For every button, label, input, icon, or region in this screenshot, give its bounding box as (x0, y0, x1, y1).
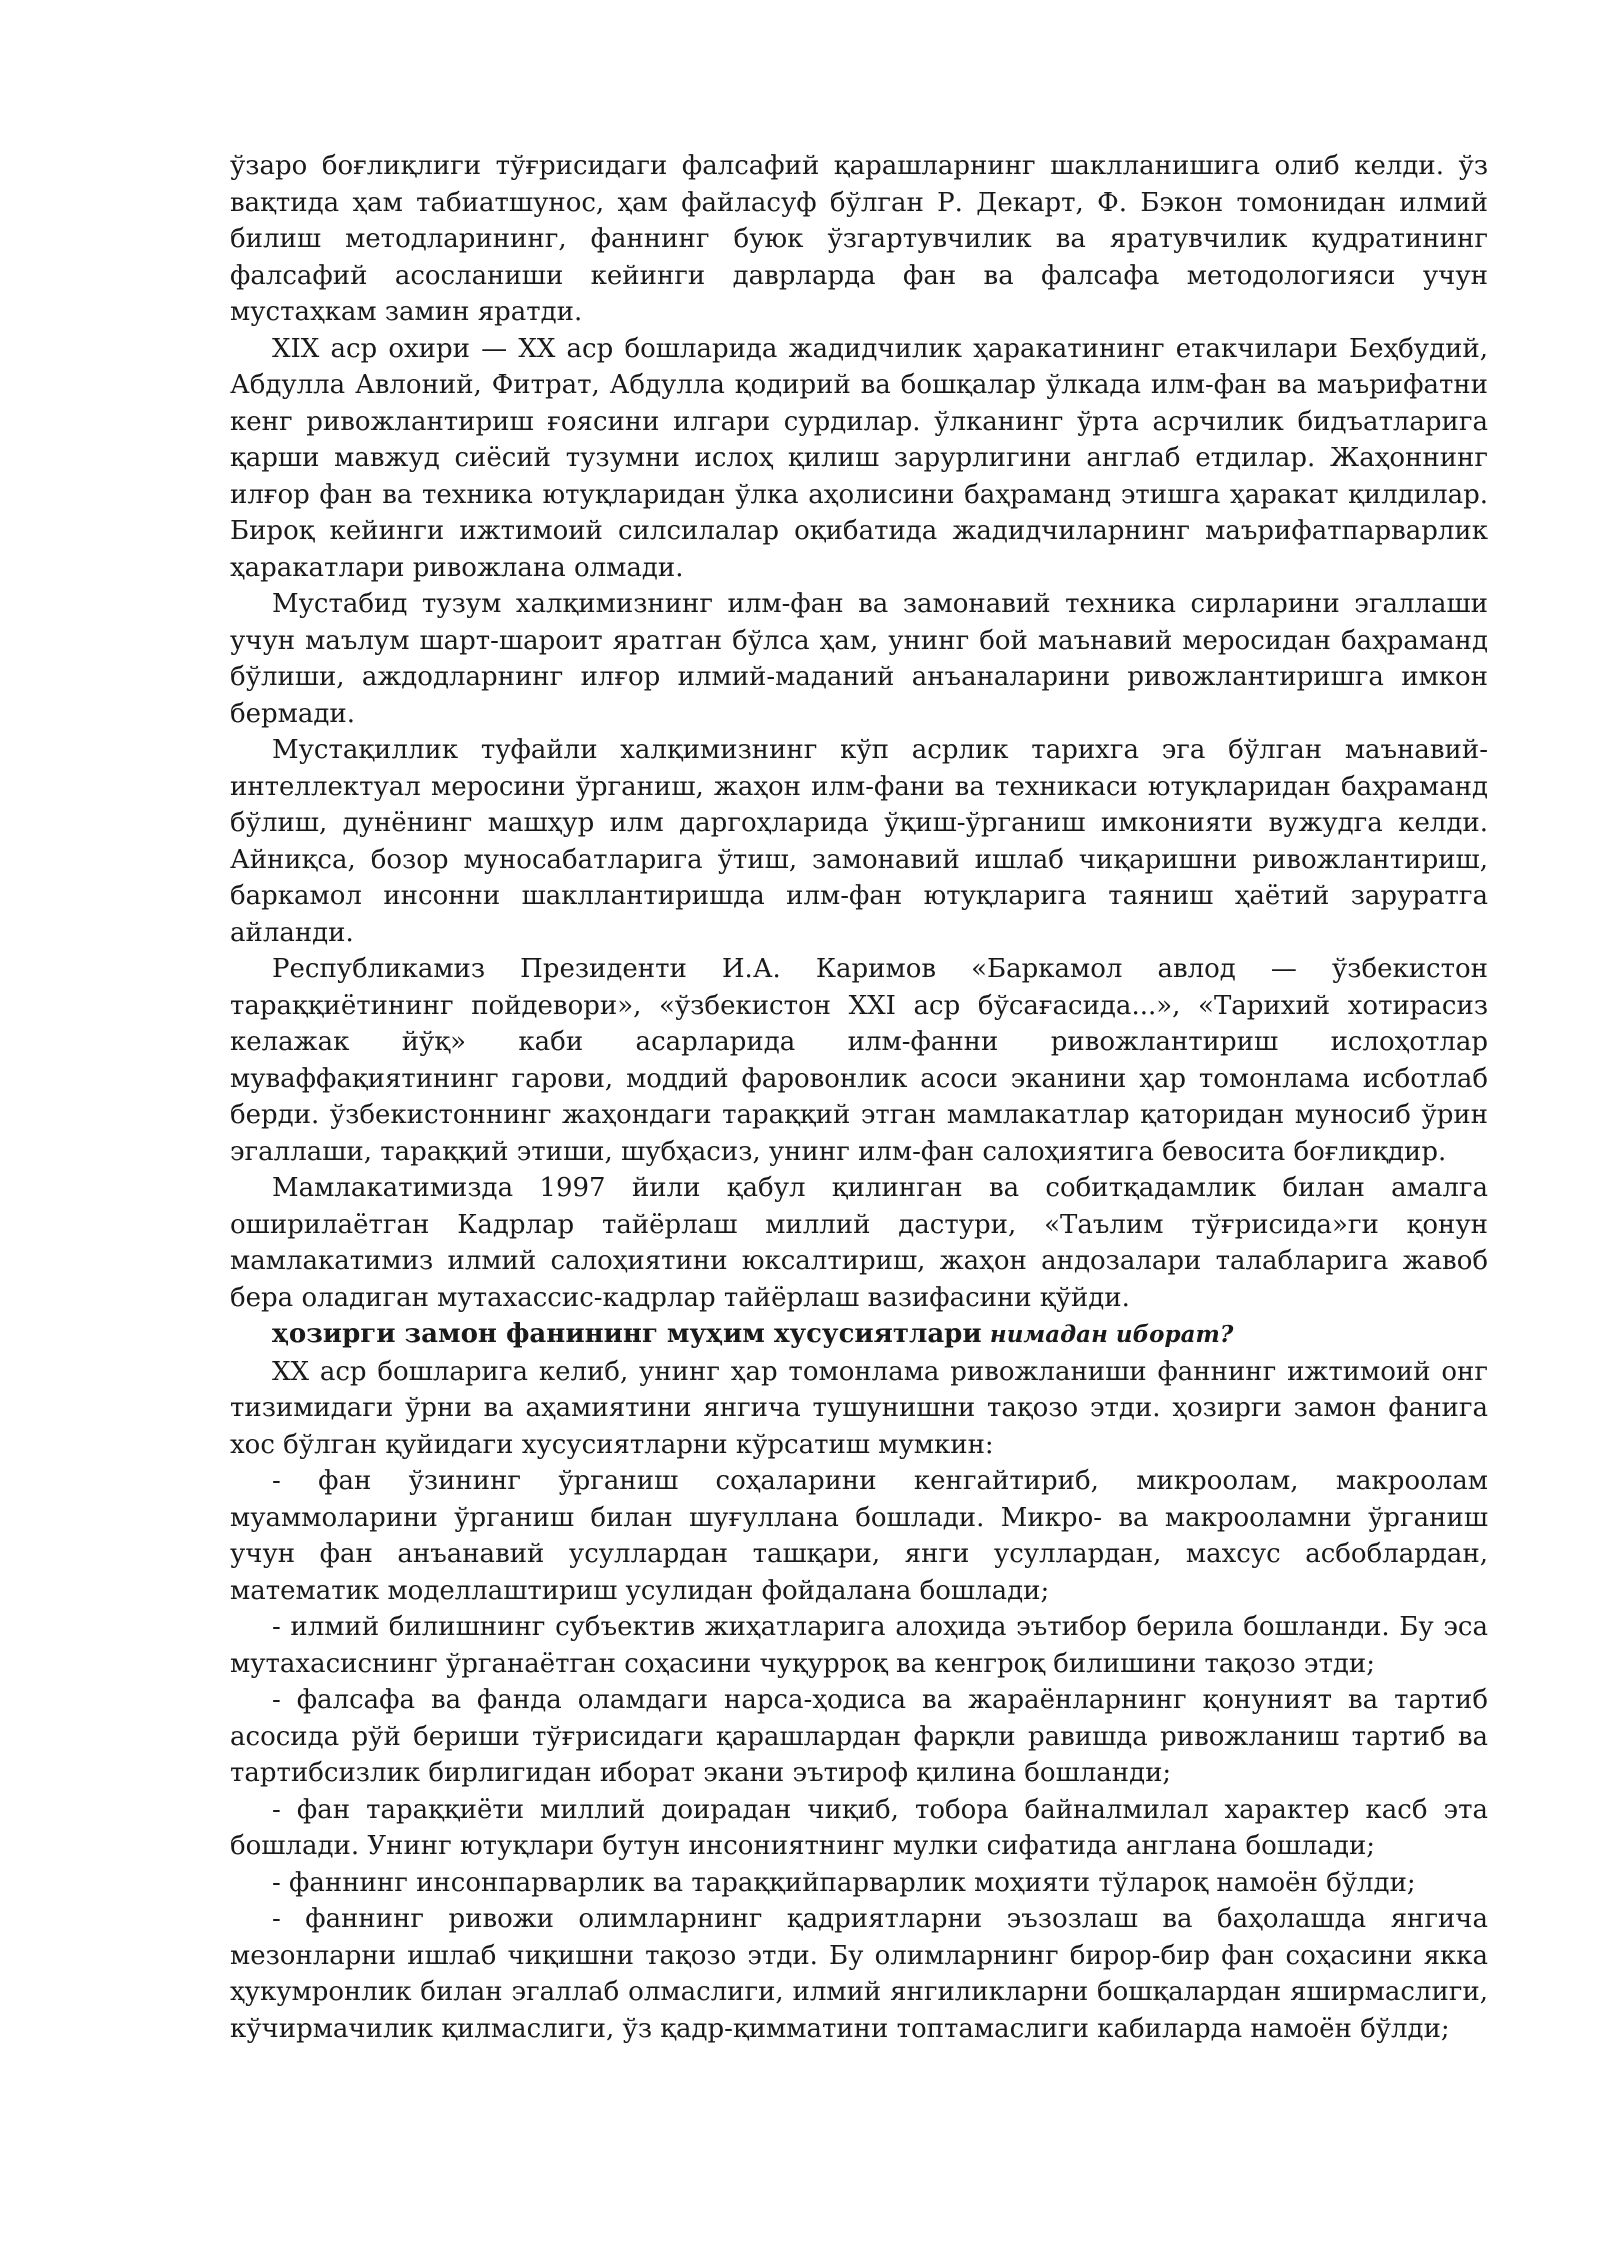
paragraph-authoritarian-regime: Мустабид тузум халқимизнинг илм-фан ва замонавий техника сирларини эгаллаши учун маълум шарт-шароит яратган бўлса ҳам, унинг бой маънавий меросидан баҳраманд бўлиши, аждодларнинг илғор илмий-маданий анъаналарини ривожлантиришга имкон бермади. (230, 589, 1488, 729)
heading-bold-part: ҳозирги замон фанининг муҳим хусусиятлари (272, 1319, 982, 1349)
list-item: - фалсафа ва фанда оламдаги нарса-ҳодиса ва жараёнларнинг қонуният ва тартиб асосида рўй бериши тўғрисидаги қарашлардан фарқли равишда ривожланиш тартиб ва тартибсизлик бирлигидан иборат экани эътироф қилина бошланди; (230, 1685, 1488, 1788)
list-item: - фаннинг инсонпарварлик ва тараққийпарварлик моҳияти тўлароқ намоён бўлди; (272, 1867, 1416, 1898)
document-body (230, 148, 1488, 2047)
paragraph-president-works: Республикамиз Президенти И.А. Каримов «Баркамол авлод — ўзбекистон тараққиётининг пойдевори», «ўзбекистон XXI аср бўсағасида...», «Тарихий хотирасиз келажак йўқ» каби асарларида илм-фанни ривожлантириш ислоҳотлар муваффақиятининг гарови, моддий фаровонлик асоси эканини ҳар томонлама исботлаб берди. ўзбекистоннинг жаҳондаги тараққий этган мамлакатлар қаторидан муносиб ўрин эгаллаши, тараққий этиши, шубҳасиз, унинг илм-фан салоҳиятига бевосита боғлиқдир. (230, 954, 1488, 1167)
paragraph-independence: Мустақиллик туфайли халқимизнинг кўп асрлик тарихга эга бўлган маънавий-интеллектуал меросини ўрганиш, жаҳон илм-фани ва техникаси ютуқларидан баҳраманд бўлиш, дунёнинг машҳур илм даргоҳларида ўқиш-ўрганиш имконияти вужудга келди. Айниқса, бозор муносабатларига ўтиш, замонавий ишлаб чиқаришни ривожлантириш, баркамол инсонни шакллантиришда илм-фан ютуқларига таяниш ҳаётий заруратга айланди. (230, 735, 1488, 948)
list-item: - фан ўзининг ўрганиш соҳаларини кенгайтириб, микроолам, макроолам муаммоларини ўрганиш билан шуғуллана бошлади. Микро- ва макрооламни ўрганиш учун фан анъанавий усуллардан ташқари, янги усуллардан, махсус асбоблардан, математик моделлаштириш усулидан фойдалана бошлади; (230, 1466, 1488, 1606)
paragraph-continuation: ўзаро боғлиқлиги тўғрисидаги фалсафий қарашларнинг шаклланишига олиб келди. ўз вақтида ҳам табиатшунос, ҳам файласуф бўлган Р. Декарт, Ф. Бэкон томонидан илмий билиш методларининг, фаннинг буюк ўзгартувчилик ва яратувчилик қудратининг фалсафий асосланиши кейинги даврларда фан ва фалсафа методологияси учун мустаҳкам замин яратди. (230, 151, 1488, 327)
list-item: - фаннинг ривожи олимларнинг қадриятларни эъзозлаш ва баҳолашда янгича мезонларни ишлаб чиқишни тақозо этди. Бу олимларнинг бирор-бир фан соҳасини якка ҳукумронлик билан эгаллаб олмаслиги, илмий янгиликларни бошқалардан яширмаслиги, кўчирмачилик қилмаслиги, ўз қадр-қимматини топтамаслиги кабиларда намоён бўлди; (230, 1904, 1488, 2044)
section-heading (230, 1316, 1488, 1354)
list-item: - илмий билишнинг субъектив жиҳатларига алоҳида эътибор берила бошланди. Бу эса мутахасиснинг ўрганаётган соҳасини чуқурроқ ва кенгроқ билишини тақозо этди; (230, 1612, 1488, 1679)
paragraph-cadre-program: Мамлакатимизда 1997 йили қабул қилинган ва собитқадамлик билан амалга оширилаётган Кадрлар тайёрлаш миллий дастури, «Таълим тўғрисида»ги қонун мамлакатимиз илмий салоҳиятини юксалтириш, жаҳон андозалари талабларига жавоб бера оладиган мутахассис-кадрлар тайёрлаш вазифасини қўйди. (230, 1173, 1488, 1313)
heading-italic-part: нимадан иборат? (989, 1321, 1234, 1348)
list-item: - фан тараққиёти миллий доирадан чиқиб, тобора байналмилал характер касб эта бошлади. Унинг ютуқлари бутун инсониятнинг мулки сифатида англана бошлади; (230, 1794, 1488, 1861)
paragraph-jadidism: XIX аср охири — XX аср бошларида жадидчилик ҳаракатининг етакчилари Беҳбудий, Абдулла Авлоний, Фитрат, Абдулла қодирий ва бошқалар ўлкада илм-фан ва маърифатни кенг ривожлантириш ғоясини илгари сурдилар. ўлканинг ўрта асрчилик бидъатларига қарши мавжуд сиёсий тузумни ислоҳ қилиш зарурлигини англаб етдилар. Жаҳоннинг илғор фан ва техника ютуқларидан ўлка аҳолисини баҳраманд этишга ҳаракат қилдилар. Бироқ кейинги ижтимоий силсилалар оқибатида жадидчиларнинг маърифатпарварлик ҳаракатлари ривожлана олмади. (230, 333, 1488, 583)
paragraph-modern-science-intro: XX аср бошларига келиб, унинг ҳар томонлама ривожланиши фаннинг ижтимоий онг тизимидаги ўрни ва аҳамиятини янгича тушунишни тақозо этди. ҳозирги замон фанига хос бўлган қуйидаги хусусиятларни кўрсатиш мумкин: (230, 1356, 1488, 1460)
